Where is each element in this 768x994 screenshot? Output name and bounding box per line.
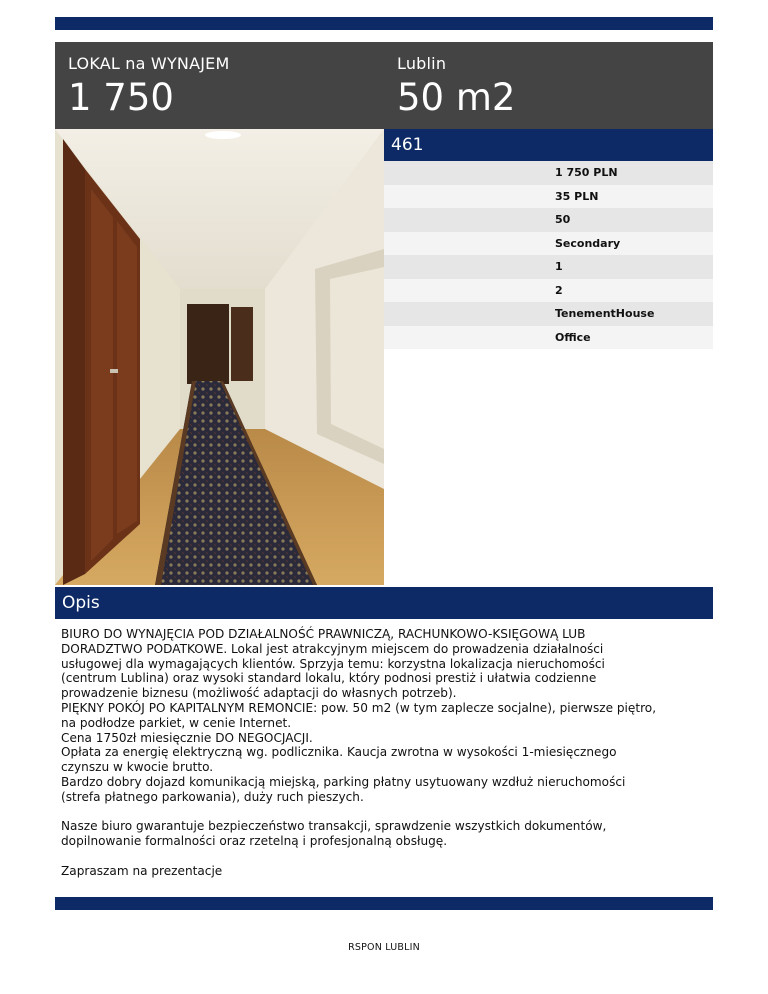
listing-type: LOKAL na WYNAJEM <box>68 54 230 73</box>
agency-footer: RSPON LUBLIN <box>348 942 420 953</box>
listing-price: 1 750 <box>68 76 174 119</box>
detail-value: 50 <box>555 213 571 226</box>
detail-value: 1 750 PLN <box>555 166 618 179</box>
header-right <box>397 54 515 119</box>
detail-value: 35 PLN <box>555 189 599 203</box>
detail-row-price-per-m2 <box>384 185 713 209</box>
description-line: Cena 1750zł miesięcznie DO NEGOCJACJI. <box>61 730 313 745</box>
top-accent-bar <box>55 17 713 30</box>
detail-value: Secondary <box>555 236 621 250</box>
detail-row-floor <box>384 255 713 279</box>
description-spacer <box>61 805 709 820</box>
detail-row-building-type <box>384 302 713 326</box>
detail-row-rooms <box>384 279 713 303</box>
property-photo <box>55 129 384 585</box>
listing-area: 50 m2 <box>397 76 516 119</box>
detail-row-price <box>384 161 713 185</box>
description-spacer <box>61 849 709 864</box>
description-body <box>61 627 709 879</box>
description-line: dopilnowanie formalności oraz rzetelną i profesjonalną obsługę. <box>61 834 448 849</box>
description-line: DORADZTWO PODATKOWE. Lokal jest atrakcyjnym miejscem do prowadzenia działalności <box>61 641 604 656</box>
description-line: PIĘKNY POKÓJ PO KAPITALNYM REMONCIE: pow. 50 m2 (w tym zaplecze socjalne), pierwsze piętro, <box>61 700 657 715</box>
description-line: Nasze biuro gwarantuje bezpieczeństwo transakcji, sprawdzenie wszystkich dokumentów, <box>61 819 607 834</box>
description-line: Opłata za energię elektryczną wg. podlicznika. Kaucja zwrotna w wysokości 1-miesięcznego <box>61 745 617 760</box>
description-line: prowadzenie biznesu (możliwość adaptacji do własnych potrzeb). <box>61 686 457 701</box>
detail-value: 1 <box>555 260 563 273</box>
details-table <box>384 161 713 349</box>
description-line: BIURO DO WYNAJĘCIA POD DZIAŁALNOŚĆ PRAWNICZĄ, RACHUNKOWO-KSIĘGOWĄ LUB <box>61 627 586 641</box>
description-heading-bar <box>55 587 713 619</box>
detail-value: TenementHouse <box>555 307 655 320</box>
description-line: Bardzo dobry dojazd komunikacją miejską, parking płatny usytuowany wzdłuż nieruchomości <box>61 774 626 789</box>
bottom-accent-bar <box>55 897 713 910</box>
description-heading: Opis <box>62 593 100 613</box>
listing-id: 461 <box>391 135 424 155</box>
header-left <box>68 54 229 119</box>
listing-id-bar <box>384 129 713 161</box>
description-line: usługowej dla wymagających klientów. Sprzyja temu: korzystna lokalizacja nieruchomości <box>61 656 605 671</box>
corridor-photo-illustration <box>55 129 384 585</box>
description-line: na podłodze parkiet, w cenie Internet. <box>61 715 292 730</box>
listing-header <box>55 42 713 129</box>
detail-row-area <box>384 208 713 232</box>
detail-value: 2 <box>555 283 563 297</box>
detail-value: Office <box>555 330 591 344</box>
description-line: (centrum Lublina) oraz wysoki standard lokalu, który podnosi prestiż i ułatwia codzienne <box>61 671 597 686</box>
detail-row-market <box>384 232 713 256</box>
description-line: czynszu w kwocie brutto. <box>61 760 214 775</box>
description-line: Zapraszam na prezentacje <box>61 863 223 878</box>
description-line: (strefa płatnego parkowania), duży ruch pieszych. <box>61 789 364 804</box>
listing-city: Lublin <box>397 54 447 73</box>
detail-row-property-type <box>384 326 713 350</box>
